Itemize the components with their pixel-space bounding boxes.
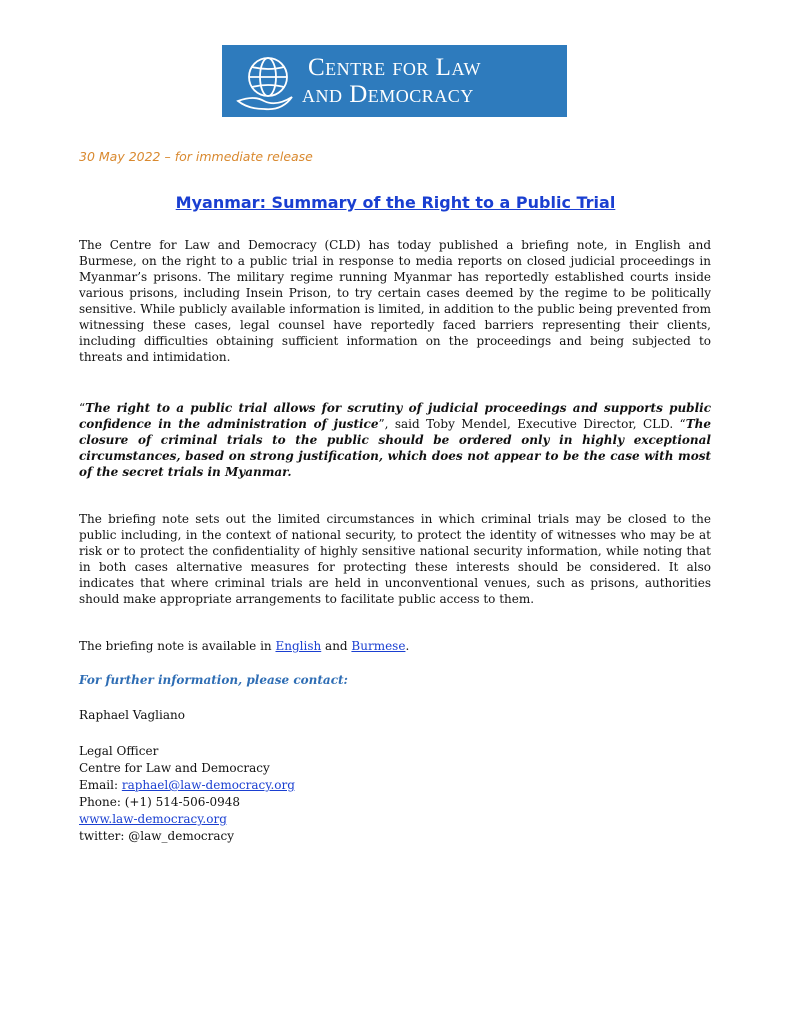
quote-part-1: The right to a public trial allows for scrutiny of judicial proceedings and supports public confidence in the administration of justice — [79, 401, 711, 431]
paragraph-quote — [79, 400, 711, 480]
contact-heading: For further information, please contact: — [79, 673, 348, 687]
contact-name: Raphael Vagliano — [79, 708, 185, 722]
release-date: 30 May 2022 – for immediate release — [79, 149, 313, 164]
contact-twitter: twitter: @law_democracy — [79, 829, 235, 843]
website-link[interactable]: www.law-democracy.org — [79, 812, 227, 826]
paragraph-intro: The Centre for Law and Democracy (CLD) has today published a briefing note, in English and Burmese, on the right to a public trial in response to media reports on closed judicial proceedings in Myanmar’s prisons. The military regime running Myanmar has reportedly established courts inside various prisons, including Insein Prison, to try certain cases deemed by the regime to be politically sensitive. While publicly available information is limited, in addition to the public being prevented from witnessing these cases, legal counsel have reportedly faced barriers representing their clients, including difficulties obtaining sufficient information on the proceedings and being subjected to threats and intimidation. — [79, 238, 711, 364]
english-link[interactable]: English — [275, 639, 322, 653]
contact-details — [79, 743, 295, 845]
cld-logo — [222, 45, 567, 117]
quote-attribution: ”, said Toby Mendel, Executive Director, CLD. “ — [378, 417, 686, 431]
page-title[interactable]: Myanmar: Summary of the Right to a Public Trial — [175, 193, 616, 212]
contact-email-line — [79, 777, 295, 794]
availability-prefix: The briefing note is available in — [79, 639, 276, 653]
paragraph-availability — [79, 638, 711, 654]
paragraph-briefing: The briefing note sets out the limited circumstances in which criminal trials may be closed to the public including, in the context of national security, to protect the identity of witnesses who may be at risk or to protect the confidentiality of highly sensitive national security information, while noting that in both cases alternative measures for protecting these interests should be considered. It also indicates that where criminal trials are held in unconventional venues, such as prisons, authorities should make appropriate arrangements to facilitate public access to them. — [79, 512, 711, 606]
quote-open-mark: “ — [79, 401, 86, 415]
availability-suffix: . — [405, 639, 410, 653]
availability-and: and — [321, 639, 352, 653]
logo-wordmark — [302, 54, 481, 108]
contact-role: Legal Officer — [79, 744, 159, 758]
quote-part-2: The closure of criminal trials to the public should be ordered only in highly exceptional circumstances, based on strong justification, which does not appear to be the case with most of the secret trials in Myanmar. — [79, 417, 711, 479]
contact-org: Centre for Law and Democracy — [79, 761, 270, 775]
burmese-link[interactable]: Burmese — [351, 639, 406, 653]
logo-line-1: Centre for Law — [308, 54, 481, 81]
contact-phone: Phone: (+1) 514-506-0948 — [79, 795, 241, 809]
globe-hand-icon — [234, 51, 300, 113]
logo-line-2: and Democracy — [302, 81, 474, 108]
email-label: Email: — [79, 778, 122, 792]
email-link[interactable]: raphael@law-democracy.org — [121, 778, 295, 792]
